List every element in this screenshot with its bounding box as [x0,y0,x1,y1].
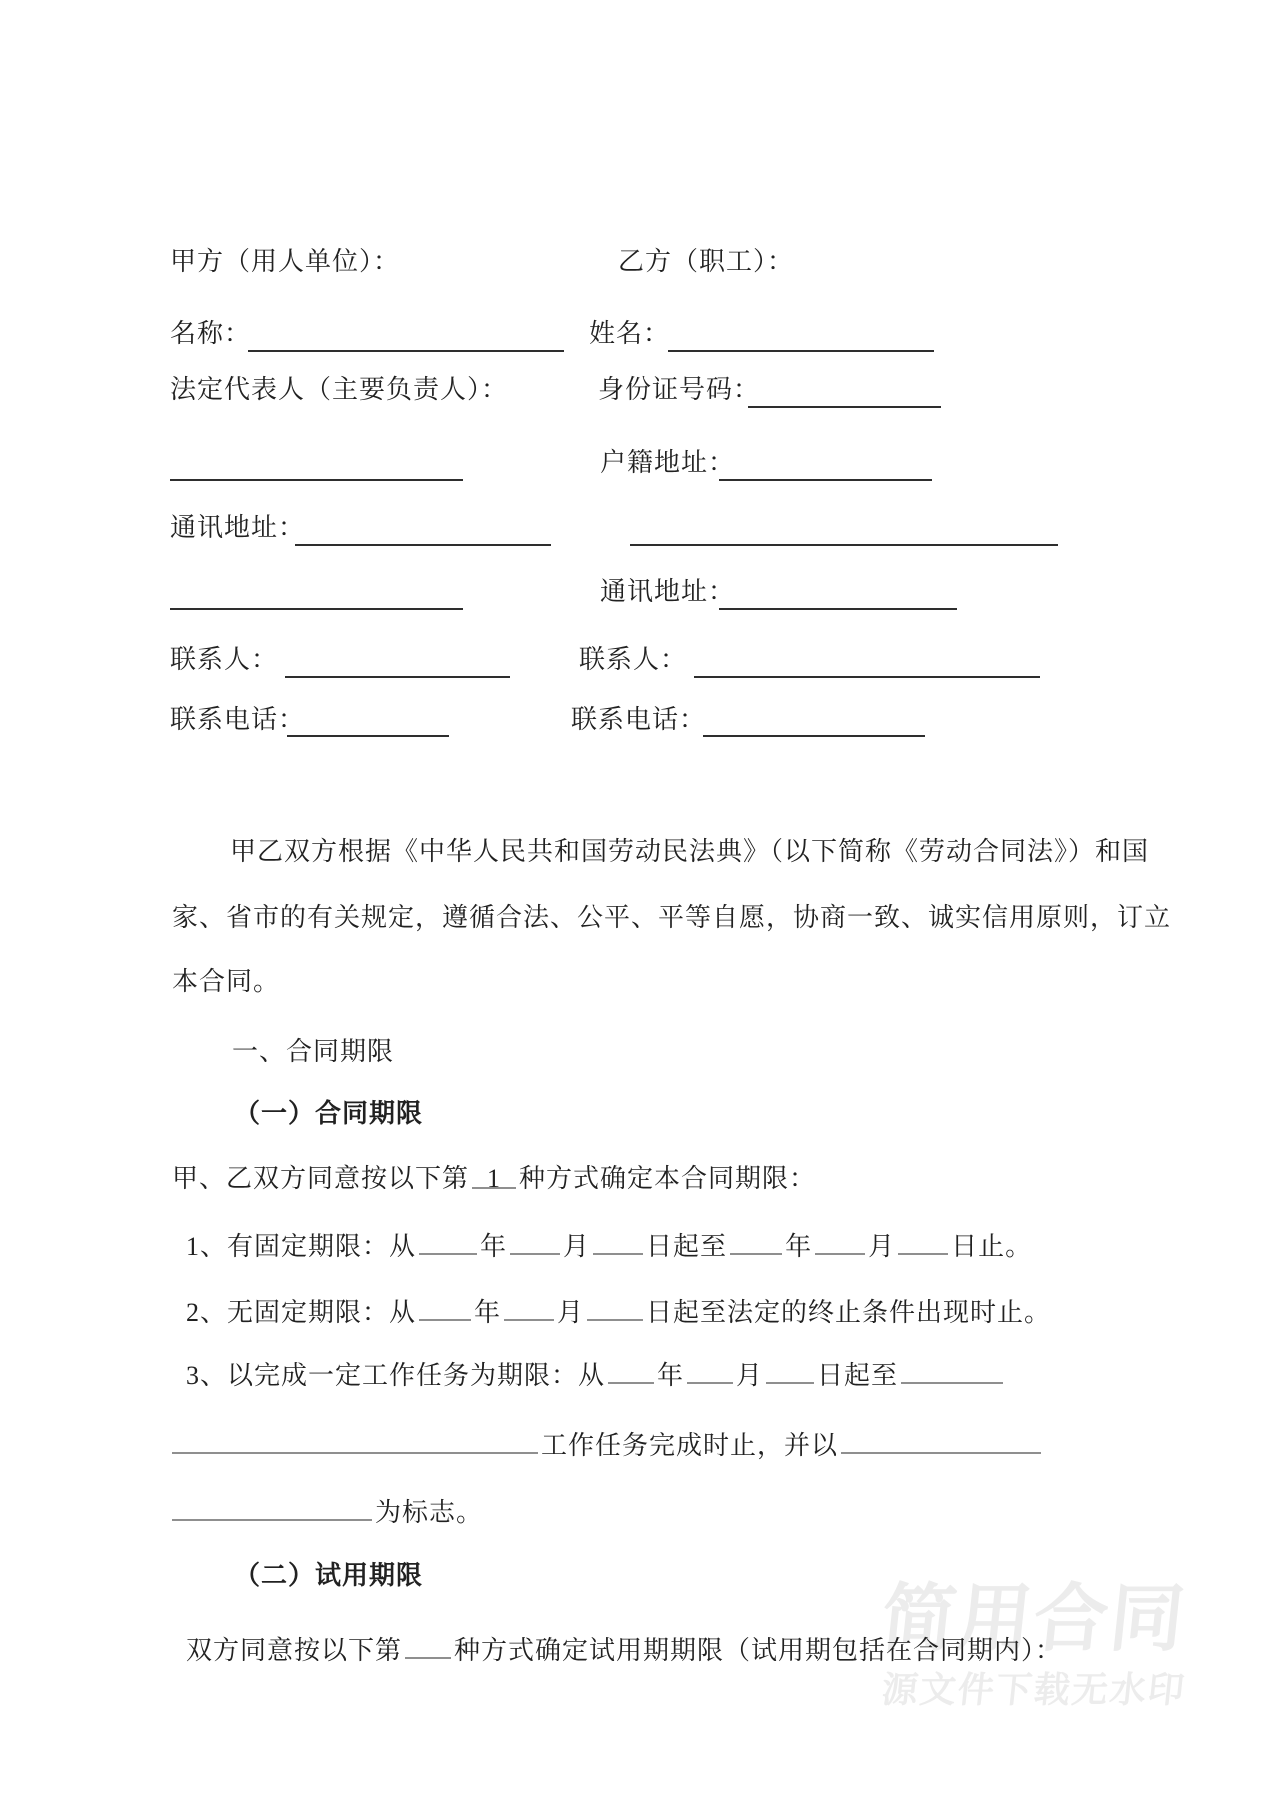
item1-text: 日止。 [951,1232,1033,1261]
mailing-addr-a-label: 通讯地址： [170,513,306,542]
trial-method-intro [186,1633,1062,1667]
term-item-task-mark [172,1495,483,1529]
contact-b-label: 联系人： [579,645,688,674]
id-number-line [748,406,941,408]
mailing-addr-a-cont-line [170,608,463,610]
blank-field [405,1633,451,1659]
blank-field [766,1358,814,1384]
task-mark-text: 为标志。 [375,1498,484,1527]
blank-field [901,1358,1003,1384]
term-item-task [186,1358,1006,1392]
legal-rep-label: 法定代表人（主要负责人）： [170,375,509,404]
contact-b-line [694,676,1040,678]
term-item-open [186,1295,1051,1329]
section-term-heading: 一、合同期限 [232,1037,395,1066]
item1-text: 月 [563,1232,591,1261]
term-method-selected-blank: 1 [472,1163,516,1189]
blank-field [587,1295,643,1321]
task-cont-text: 工作任务完成时止，并以 [541,1431,839,1460]
item1-text: 年 [480,1232,508,1261]
id-number-label: 身份证号码： [598,375,761,404]
preamble-line-2: 家、省市的有关规定，遵循合法、公平、平等自愿，协商一致、诚实信用原则，订立 [172,903,1172,932]
term-item-fixed [186,1229,1032,1263]
blank-field [730,1229,782,1255]
phone-b-line [703,735,925,737]
item1-text: 年 [785,1232,813,1261]
section-term-sub-heading: （一）合同期限 [234,1099,424,1128]
term-intro-suffix: 种方式确定本合同期限： [519,1164,817,1193]
mailing-addr-b-line [719,608,957,610]
item1-text: 日起至 [646,1232,728,1261]
legal-rep-cont-line [170,479,463,481]
item2-text: 年 [474,1298,502,1327]
blank-field [504,1295,554,1321]
company-name-label: 名称： [170,319,252,348]
preamble-line-3: 本合同。 [172,967,281,996]
item2-text: 月 [557,1298,585,1327]
term-item-task-cont [172,1428,1044,1462]
blank-field [898,1229,948,1255]
registered-addr-line [719,479,932,481]
item1-text: 1、有固定期限：从 [186,1232,417,1261]
item2-text: 2、无固定期限：从 [186,1298,417,1327]
party-a-title: 甲方（用人单位）： [170,247,401,276]
blank-field [419,1229,477,1255]
company-name-line [248,350,564,352]
employee-name-line [668,350,934,352]
section-trial-heading: （二）试用期限 [234,1561,424,1590]
item3-text: 日起至 [817,1361,899,1390]
term-method-intro [172,1163,816,1195]
registered-addr-label: 户籍地址： [600,448,736,477]
blank-field [841,1428,1041,1454]
mailing-addr-b-label: 通讯地址： [600,577,736,606]
phone-b-label: 联系电话： [571,705,707,734]
phone-a-label: 联系电话： [170,705,306,734]
blank-field [608,1358,654,1384]
watermark-brand-text: 简用合同 [877,1577,1191,1660]
item3-text: 月 [736,1361,764,1390]
item2-text: 日起至法定的终止条件出现时止。 [646,1298,1052,1327]
mailing-addr-a-line [295,544,551,546]
item3-text: 年 [657,1361,685,1390]
blank-field [172,1428,538,1454]
trial-intro-prefix: 双方同意按以下第 [186,1636,403,1665]
party-b-title: 乙方（职工）： [618,247,795,276]
registered-addr-cont-line [630,544,1058,546]
blank-field [510,1229,560,1255]
item1-text: 月 [868,1232,896,1261]
blank-field [593,1229,643,1255]
term-intro-prefix: 甲、乙双方同意按以下第 [172,1164,470,1193]
preamble-line-1: 甲乙双方根据《中华人民共和国劳动民法典》（以下简称《劳动合同法》）和国 [230,837,1150,866]
trial-intro-suffix: 种方式确定试用期期限（试用期包括在合同期内）： [454,1636,1063,1665]
watermark-subtitle-text: 源文件下载无水印 [879,1669,1189,1710]
phone-a-line [287,735,449,737]
blank-field [687,1358,733,1384]
blank-field [172,1495,372,1521]
item3-text: 3、以完成一定工作任务为期限：从 [186,1361,606,1390]
contact-a-label: 联系人： [170,645,279,674]
employee-name-label: 姓名： [589,319,671,348]
contact-a-line [285,676,510,678]
blank-field [419,1295,471,1321]
blank-field [815,1229,865,1255]
